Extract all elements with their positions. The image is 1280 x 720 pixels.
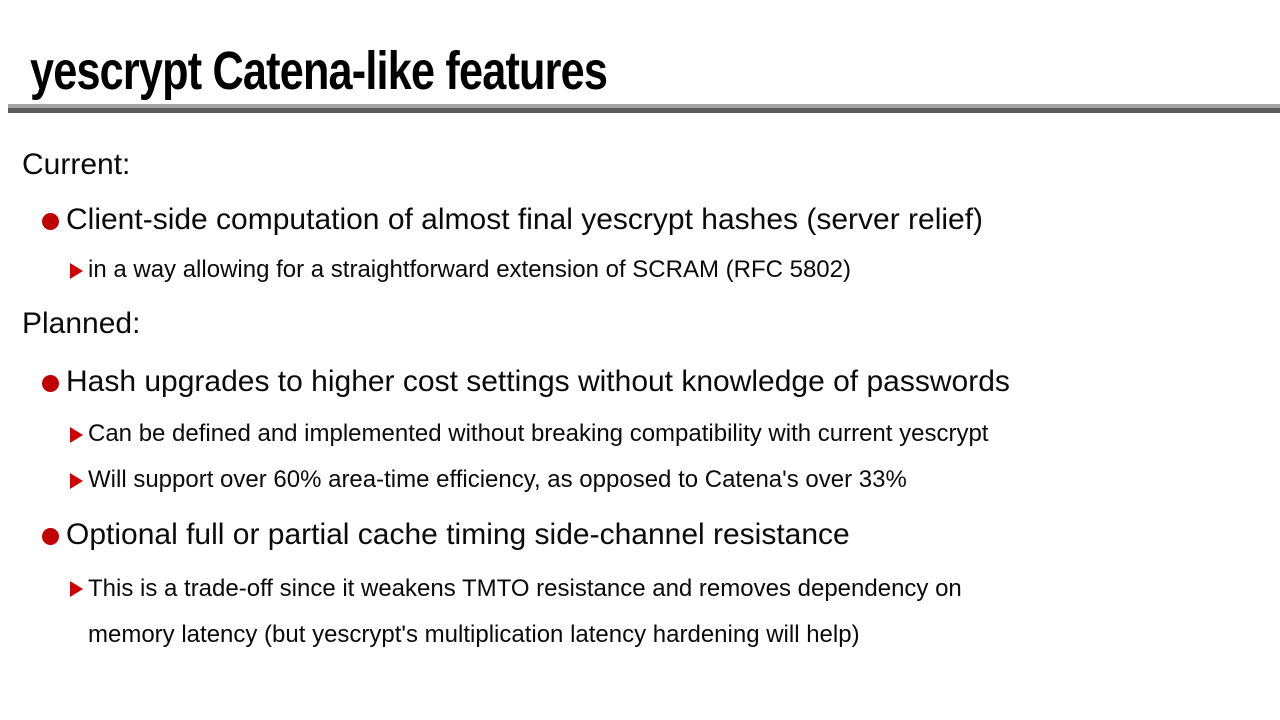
list-item	[42, 518, 850, 552]
section-label-current	[22, 148, 130, 182]
list-item	[42, 365, 1010, 399]
bullet-triangle-icon	[70, 581, 83, 597]
title-separator-rule	[8, 104, 1280, 113]
list-item	[42, 203, 983, 237]
list-subitem	[70, 256, 851, 284]
list-item-text: Client-side computation of almost final yescrypt hashes (server relief)	[66, 203, 984, 236]
list-item-text: Hash upgrades to higher cost settings without knowledge of passwords	[66, 365, 1010, 398]
list-subitem	[70, 566, 962, 658]
bullet-circle-icon	[42, 528, 59, 545]
rule-bottom-band	[8, 108, 1280, 113]
bullet-circle-icon	[42, 213, 59, 230]
bullet-triangle-icon	[70, 427, 83, 443]
list-subitem	[70, 420, 988, 448]
list-subitem-text	[88, 566, 962, 658]
section-label-text: Current:	[22, 148, 131, 181]
bullet-triangle-icon	[70, 263, 83, 279]
bullet-triangle-icon	[70, 473, 83, 489]
list-item-text: Optional full or partial cache timing side-channel resistance	[66, 518, 850, 551]
section-label-planned	[22, 307, 140, 341]
section-label-text: Planned:	[22, 307, 141, 340]
list-subitem-text: Can be defined and implemented without breaking compatibility with current yescrypt	[88, 420, 989, 447]
list-subitem-text: in a way allowing for a straightforward extension of SCRAM (RFC 5802)	[88, 256, 851, 283]
list-subitem-text: Will support over 60% area-time efficiency, as opposed to Catena's over 33%	[88, 466, 907, 493]
list-subitem-line: This is a trade-off since it weakens TMTO resistance and removes dependency on	[88, 575, 962, 602]
slide-title: yescrypt Catena-like features	[30, 41, 608, 101]
list-subitem-line: memory latency (but yescrypt's multiplication latency hardening will help)	[88, 621, 860, 648]
bullet-circle-icon	[42, 375, 59, 392]
list-subitem	[70, 466, 907, 494]
